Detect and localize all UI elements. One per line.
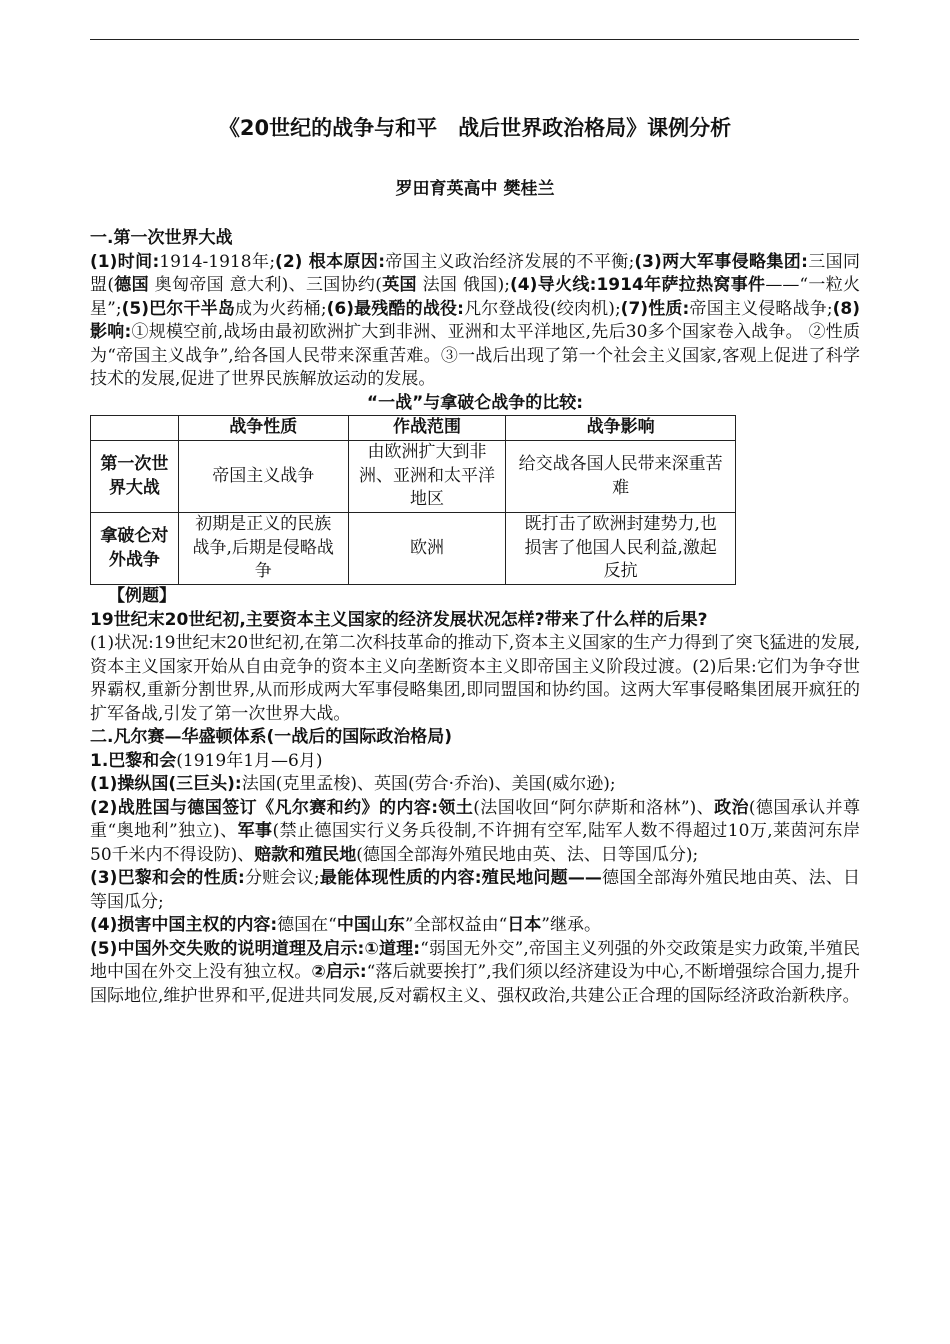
example-answer: (1)状况:19世纪末20世纪初,在第二次科技革命的推动下,资本主义国家的生产力得到了突飞猛进的发展,资本主义国家开始从自由竞争的资本主义向垄断资本主义即帝国主义阶段过渡。(2)后果:它们为争夺世界霸权,重新分割世界,从而形成两大军事侵略集团,即同盟国和协约国。这两大军事侵略集团展开疯狂的扩军备战,引发了第一次世界大战。: [90, 633, 860, 724]
text-run: ——“一粒火星”;: [90, 275, 861, 319]
paris-item-1: [90, 773, 860, 797]
text-run: (法国收回“阿尔萨斯和洛林”)、: [473, 797, 715, 818]
bold-text-run: (5)中国外交失败的说明道理及启示:①道理:: [90, 938, 421, 959]
paris-item-4: [90, 914, 860, 938]
bold-text-run: (2) 根本原因:: [275, 251, 385, 272]
text-run: 德国全部海外殖民地由英、法、日等国瓜分;: [90, 868, 861, 912]
text-run: 帝国主义政治经济发展的不平衡;: [385, 251, 635, 272]
table-row-header: 第一次世界大战: [91, 441, 179, 513]
bold-text-run: (4)导火线:1914年萨拉热窝事件: [510, 275, 766, 295]
bold-text-run: 军事: [237, 821, 273, 841]
text-run: 1914-1918年;: [159, 251, 276, 272]
table-cell: 初期是正义的民族战争,后期是侵略战争: [178, 513, 348, 585]
bold-text-run: 政治: [714, 797, 749, 818]
section-heading-2: 二.凡尔赛—华盛顿体系(一战后的国际政治格局): [90, 727, 452, 747]
bold-text-run: (4)损害中国主权的内容:: [90, 915, 278, 935]
bold-text-run: (8)影响:: [90, 298, 861, 342]
text-run: 凡尔登战役(绞肉机);: [463, 298, 621, 319]
bold-text-run: ②启示:: [311, 962, 367, 982]
text-run: ”继承。: [541, 915, 601, 935]
table-row: [91, 513, 736, 585]
paris-item-5: [90, 938, 860, 1009]
bold-text-run: (2)战胜国与德国签订《凡尔赛和约》的内容:领土: [90, 797, 474, 818]
table-row-header: 拿破仑对外战争: [91, 513, 179, 585]
comparison-table: [90, 415, 736, 585]
table-cell: 给交战各国人民带来深重苦难: [506, 441, 736, 513]
table-cell: 帝国主义战争: [178, 441, 348, 513]
text-run: 帝国主义侵略战争;: [689, 298, 833, 319]
bold-text-run: (6)最残酷的战役:: [326, 298, 464, 319]
text-run: (禁止德国实行义务兵役制,不许拥有空军,陆军人数不得超过10万,莱茵河东岸50千米内不得设防)、: [90, 821, 861, 865]
text-run: 三国同盟(: [90, 251, 860, 295]
bold-text-run: 德国: [113, 275, 149, 295]
subheading-date: (1919年1月—6月): [176, 750, 323, 771]
table-caption: “一战”与拿破仑战争的比较:: [366, 392, 584, 413]
example-question: 19世纪末20世纪初,主要资本主义国家的经济发展状况怎样?带来了什么样的后果?: [90, 609, 708, 630]
text-run: ①规模空前,战场由最初欧洲扩大到非洲、亚洲和太平洋地区,先后30多个国家卷入战争。 ②性质为“帝国主义战争”,给各国人民带来深重苦难。③一战后出现了第一个社会主义国家,客观上促进了科学技术的发展,促进了世界民族解放运动的发展。: [90, 322, 860, 389]
text-run: 法国 俄国);: [416, 275, 510, 295]
bold-text-run: (3)巴黎和会的性质:: [90, 868, 245, 888]
text-run: 分赃会议;: [244, 868, 320, 888]
bold-text-run: 日本: [507, 915, 542, 935]
author-line: 罗田育英高中 樊桂兰: [395, 179, 555, 199]
example-label: 【例题】: [108, 586, 176, 606]
table-header-cell: [91, 416, 179, 441]
bold-text-run: (7)性质:: [620, 298, 690, 319]
table-cell: 既打击了欧洲封建势力,也损害了他国人民利益,激起反抗: [506, 513, 736, 585]
header-rule: [90, 39, 859, 40]
bold-text-run: 最能体现性质的内容:殖民地问题——: [319, 868, 602, 888]
text-run: 成为火药桶;: [235, 298, 327, 319]
subheading-paris-conference: [90, 750, 860, 774]
bold-text-run: (1)时间:: [90, 251, 160, 272]
table-cell: 由欧洲扩大到非洲、亚洲和太平洋地区: [348, 441, 506, 513]
paris-item-3: [90, 867, 860, 914]
text-run: 奥匈帝国 意大利)、三国协约(: [148, 275, 382, 295]
text-run: 德国在“: [277, 915, 337, 935]
table-header-cell: 战争性质: [178, 416, 348, 441]
bold-text-run: 赔款和殖民地: [254, 844, 357, 865]
text-run: “弱国无外交”,帝国主义列强的外交政策是实力政策,半殖民地中国在外交上没有独立权。: [90, 938, 860, 982]
table-row: [91, 441, 736, 513]
text-run: (德国全部海外殖民地由英、法、日等国瓜分);: [356, 844, 699, 865]
section-heading-1: 一.第一次世界大战: [90, 228, 233, 248]
table-cell: 欧洲: [348, 513, 506, 585]
table-header-cell: 作战范围: [348, 416, 506, 441]
text-run: ”全部权益由“: [404, 915, 508, 935]
bold-text-run: 中国山东: [336, 915, 405, 935]
ww1-summary-paragraph: [90, 251, 860, 392]
bold-text-run: (5)巴尔干半岛: [121, 298, 235, 319]
bold-text-run: 英国: [381, 275, 417, 295]
bold-text-run: (3)两大军事侵略集团:: [634, 251, 808, 272]
table-header-cell: 战争影响: [506, 416, 736, 441]
text-run: “落后就要挨打”,我们须以经济建设为中心,不断增强综合国力,提升国际地位,维护世界和平,促进共同发展,反对霸权主义、强权政治,共建公正合理的国际经济政治新秩序。: [90, 962, 861, 1006]
text-run: (德国承认并尊重“奥地利”独立)、: [90, 797, 860, 841]
bold-text-run: (1)操纵国(三巨头):: [90, 774, 242, 794]
text-run: 法国(克里孟梭)、英国(劳合·乔治)、美国(威尔逊);: [241, 774, 616, 794]
document-title: 《20世纪的战争与和平 战后世界政治格局》课例分析: [218, 116, 732, 140]
paris-item-2: [90, 797, 860, 868]
subheading-label: 1.巴黎和会: [90, 750, 177, 771]
document-body: [90, 227, 860, 1008]
table-header-row: [91, 416, 736, 441]
